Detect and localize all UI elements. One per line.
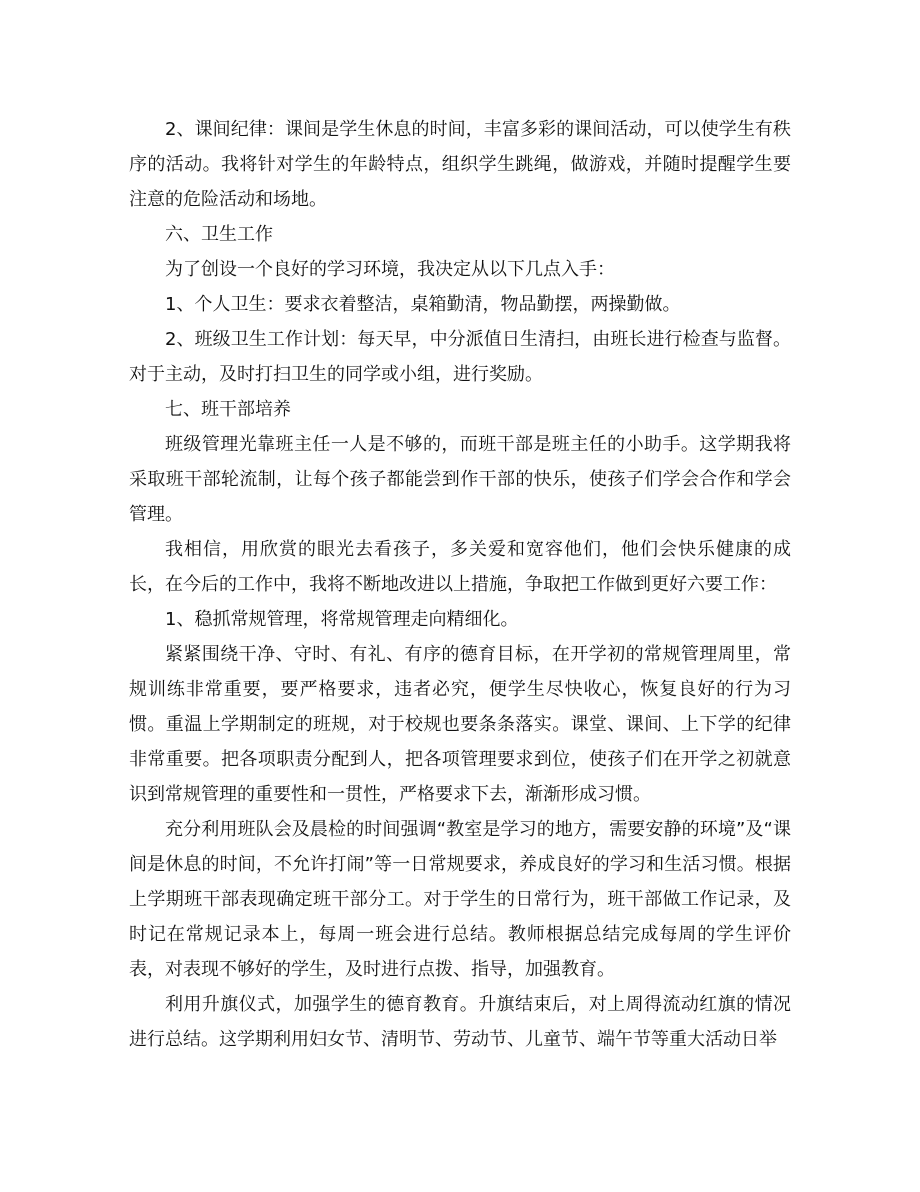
paragraph-flag-ceremony: 利用升旗仪式，加强学生的德育教育。升旗结束后，对上周得流动红旗的情况进行总结。这学期利用妇女节、清明节、劳动节、儿童节、端午节等重大活动日举 — [129, 994, 791, 1050]
paragraph-hygiene-intro: 为了创设一个良好的学习环境，我决定从以下几点入手： — [165, 259, 615, 280]
paragraph-belief: 我相信，用欣赏的眼光去看孩子，多关爱和宽容他们，他们会快乐健康的成长，在今后的工作中，我将不断地改进以上措施，争取把工作做到更好六要工作： — [129, 539, 791, 595]
paragraph-moral-goals: 紧紧围绕干净、守时、有礼、有序的德育目标，在开学初的常规管理周里，常规训练非常重要，要严格要求，违者必究，便学生尽快收心，恢复良好的行为习惯。重温上学期制定的班规，对于校规也要条条落实。课堂、课间、上下学的纪律非常重要。把各项职责分配到人，把各项管理要求到位，使孩子们在开学之初就意识到常规管理的重要性和一贯性，严格要求下去，渐渐形成习惯。 — [129, 644, 791, 805]
paragraph-routine-management-heading: 1、稳抓常规管理，将常规管理走向精细化。 — [165, 609, 519, 630]
paragraph-class-hygiene-plan: 2、班级卫生工作计划：每天早，中分派值日生清扫，由班长进行检查与监督。对于主动，及时打扫卫生的同学或小组，进行奖励。 — [129, 329, 791, 385]
section-heading-hygiene: 六、卫生工作 — [165, 224, 273, 245]
document-body — [129, 112, 791, 1057]
paragraph-personal-hygiene: 1、个人卫生：要求衣着整洁，桌箱勤清，物品勤摆，两操勤做。 — [165, 294, 681, 315]
section-heading-class-cadre: 七、班干部培养 — [165, 399, 291, 420]
paragraph-class-cadre: 班级管理光靠班主任一人是不够的，而班干部是班主任的小助手。这学期我将采取班干部轮流制，让每个孩子都能尝到作干部的快乐，使孩子们学会合作和学会管理。 — [129, 434, 791, 525]
paragraph-class-meeting: 充分利用班队会及晨检的时间强调“教室是学习的地方，需要安静的环境”及“课间是休息的时间，不允许打闹”等一日常规要求，养成良好的学习和生活习惯。根据上学期班干部表现确定班干部分工。对于学生的日常行为，班干部做工作记录，及时记在常规记录本上，每周一班会进行总结。教师根据总结完成每周的学生评价表，对表现不够好的学生，及时进行点拨、指导，加强教育。 — [129, 819, 791, 980]
paragraph-recess-discipline: 2、课间纪律：课间是学生休息的时间，丰富多彩的课间活动，可以使学生有秩序的活动。我将针对学生的年龄特点，组织学生跳绳，做游戏，并随时提醒学生要注意的危险活动和场地。 — [129, 119, 791, 210]
